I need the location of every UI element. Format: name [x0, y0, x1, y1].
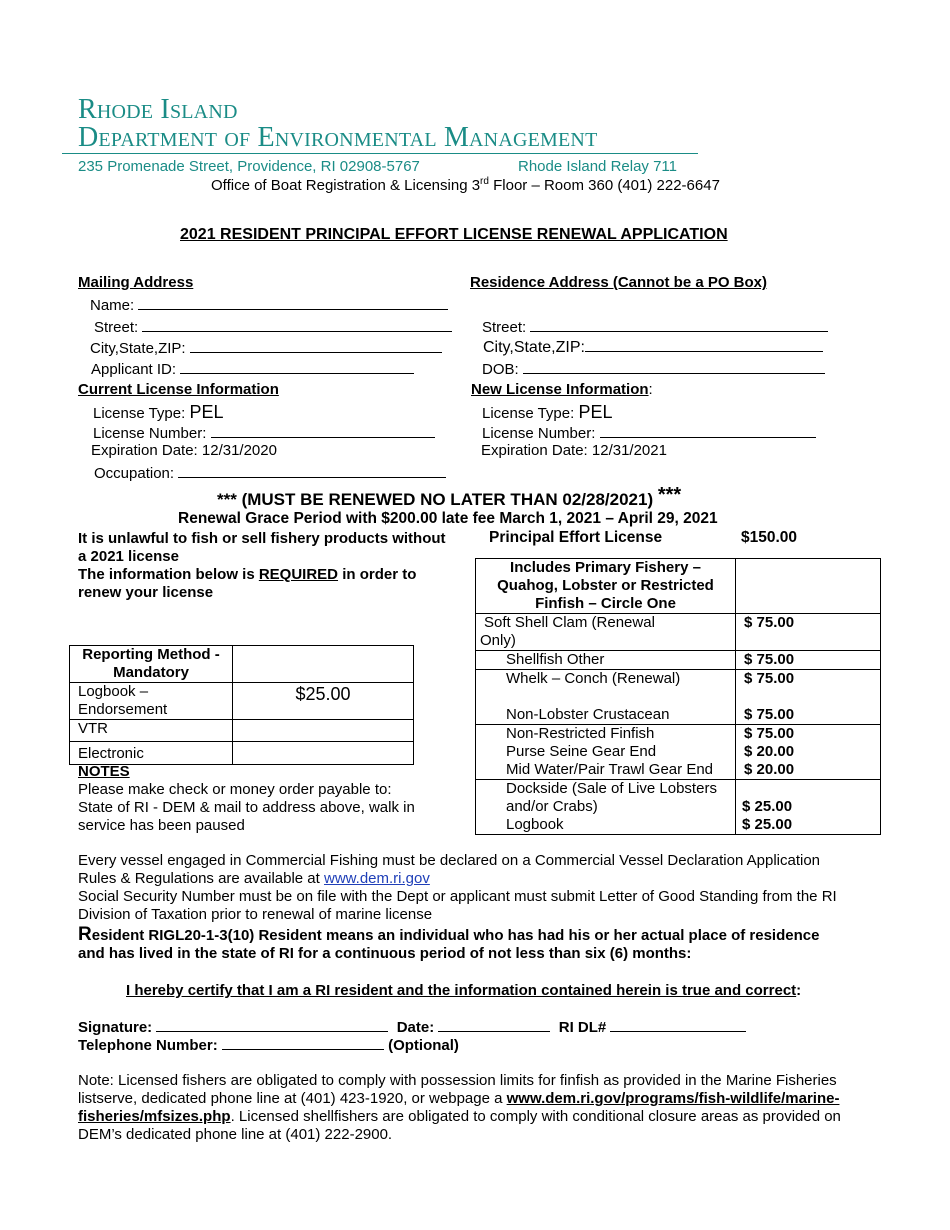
mailing-name-row: [90, 295, 448, 314]
current-license-heading: Current License Information: [78, 381, 279, 398]
office-text-sup: rd: [480, 176, 489, 187]
fee-price-whelk: [736, 670, 881, 725]
occupation-row: [94, 463, 446, 482]
csz-label: City,State,ZIP:: [90, 340, 186, 357]
reporting-value-electronic: [233, 742, 414, 765]
trawl-price: $ 20.00: [744, 761, 795, 778]
required-line: [78, 566, 416, 583]
deadline-text: (MUST BE RENEWED NO LATER THAN 02/28/2021): [236, 490, 658, 509]
new-type-label: License Type:: [482, 405, 575, 422]
pel-price: $150.00: [741, 529, 798, 546]
certification: [126, 982, 801, 999]
header-relay: Rhode Island Relay 711: [518, 158, 677, 175]
footer-line3-post: . Licensed shellfishers are obligated to comply with conditional closure areas as provided on: [230, 1108, 841, 1125]
mailing-heading: Mailing Address: [78, 274, 194, 291]
ssn-line1: Social Security Number must be on file with the Dept or applicant must submit Letter of Good Standing from the RI: [78, 888, 837, 905]
new-number-label: License Number:: [482, 425, 596, 442]
current-type-value: PEL: [189, 402, 224, 422]
current-number-field[interactable]: [211, 423, 435, 438]
mailing-csz-row: [90, 338, 442, 357]
fee-label-whelk: [476, 670, 736, 725]
fee-row-softshell[interactable]: [476, 614, 881, 651]
notes-line1: Please make check or money order payable to:: [78, 781, 392, 798]
notes-line2: State of RI - DEM & mail to address above, walk in: [78, 799, 415, 816]
fee-label-dockside: [476, 780, 736, 835]
dockside-line2: and/or Crabs): [506, 798, 598, 815]
resident-initial: R: [78, 924, 92, 945]
header-address: 235 Promenade Street, Providence, RI 02908-5767: [78, 158, 420, 175]
name-field[interactable]: [138, 295, 448, 310]
dockside-price: $ 25.00: [742, 798, 793, 815]
fish-wildlife-link-part2[interactable]: fisheries/mfsizes.php: [78, 1108, 231, 1125]
ssn-line2: Division of Taxation prior to renewal of marine license: [78, 906, 433, 923]
reporting-row-logbook[interactable]: [70, 683, 414, 720]
resident-definition-line2: and has lived in the state of RI for a continuous period of not less than six (6) months:: [78, 945, 692, 962]
residence-street-row: [482, 317, 828, 336]
fee-price-shellfish: $ 75.00: [736, 651, 881, 670]
reporting-value-logbook: $25.00: [233, 683, 414, 720]
ri-dl-label: RI DL#: [558, 1019, 607, 1036]
logbook-line: Logbook: [506, 816, 564, 833]
header-divider: [62, 153, 698, 154]
footer-line2-pre: listserve, dedicated phone line at (401) 423-1920, or webpage a: [78, 1090, 507, 1107]
applicant-id-label: Applicant ID:: [91, 361, 177, 378]
fee-row-shellfish[interactable]: [476, 651, 881, 670]
fee-label-softshell: [476, 614, 736, 651]
reporting-label-electronic: Electronic: [70, 742, 233, 765]
required-word: REQUIRED: [258, 566, 339, 583]
org-name-line1: Rhode Island: [78, 94, 238, 125]
grace-period: Renewal Grace Period with $200.00 late fee March 1, 2021 – April 29, 2021: [178, 510, 718, 527]
occupation-field[interactable]: [178, 463, 446, 478]
dob-row: [482, 359, 825, 378]
fee-label-finfish: [476, 725, 736, 780]
rules-line: [78, 870, 430, 887]
finfish-price: $ 75.00: [744, 725, 795, 742]
fee-row-whelk[interactable]: [476, 670, 881, 725]
deadline-stars-left: ***: [217, 490, 237, 509]
applicant-id-row: [91, 359, 414, 378]
residence-street-label: Street:: [482, 319, 527, 336]
signature-row: [78, 1017, 746, 1036]
signature-field[interactable]: [156, 1017, 388, 1032]
fee-label-shellfish: Shellfish Other: [476, 651, 736, 670]
certification-colon: :: [796, 982, 802, 999]
residence-heading: Residence Address (Cannot be a PO Box): [470, 274, 768, 291]
fee-price-dockside: [736, 780, 881, 835]
crustacean-line: Non-Lobster Crustacean: [506, 706, 670, 723]
dockside-line1: Dockside (Sale of Live Lobsters: [506, 780, 717, 797]
residence-csz-field[interactable]: [585, 337, 823, 352]
new-license-heading-row: [471, 381, 653, 398]
fee-header-row: [476, 559, 881, 614]
logbook-price: $ 25.00: [742, 816, 793, 833]
new-license-heading: New License Information: [471, 381, 649, 398]
telephone-label: Telephone Number:: [78, 1037, 218, 1054]
residence-csz-row: [483, 337, 823, 357]
current-type-row: [93, 402, 224, 423]
softshell-line1: Soft Shell Clam (Renewal: [484, 614, 655, 631]
dem-website-link[interactable]: www.dem.ri.gov: [323, 870, 430, 887]
current-number-label: License Number:: [93, 425, 207, 442]
header-office: [211, 176, 720, 194]
reporting-label-vtr: VTR: [70, 720, 233, 742]
mailing-csz-field[interactable]: [190, 338, 442, 353]
name-label: Name:: [90, 297, 135, 314]
fee-table: [475, 558, 881, 835]
reporting-header-cell: Reporting Method - Mandatory: [70, 646, 233, 683]
footer-line1: Note: Licensed fishers are obligated to comply with possession limits for finfish as provided in the Marine Fisheries: [78, 1072, 837, 1089]
residence-street-field[interactable]: [530, 317, 828, 332]
current-number-row: [93, 423, 435, 442]
form-title: 2021 RESIDENT PRINCIPAL EFFORT LICENSE RENEWAL APPLICATION: [180, 226, 728, 243]
warning-line2: a 2021 license: [78, 548, 179, 565]
reporting-header-empty: [233, 646, 414, 683]
office-text-pre: Office of Boat Registration & Licensing 3: [211, 177, 481, 194]
pel-label: Principal Effort License: [489, 529, 663, 546]
whelk-line: Whelk – Conch (Renewal): [506, 670, 681, 687]
dob-label: DOB:: [482, 361, 519, 378]
certification-text: I hereby certify that I am a RI resident and the information contained herein is true and correct: [126, 982, 797, 999]
fee-header-cell: Includes Primary Fishery – Quahog, Lobster or Restricted Finfish – Circle One: [476, 559, 736, 614]
deadline-stars-right: ***: [657, 484, 682, 506]
softshell-line2: Only): [480, 632, 516, 649]
new-number-row: [482, 423, 816, 442]
fee-price-softshell: [736, 614, 881, 651]
new-number-field[interactable]: [600, 423, 816, 438]
required-pre: The information below is: [78, 566, 259, 583]
required-post: in order to: [338, 566, 417, 583]
whelk-price: $ 75.00: [744, 670, 795, 687]
current-type-label: License Type:: [93, 405, 186, 422]
street-label: Street:: [94, 319, 139, 336]
purse-seine-line: Purse Seine Gear End: [506, 743, 657, 760]
trawl-line: Mid Water/Pair Trawl Gear End: [506, 761, 714, 778]
occupation-label: Occupation:: [94, 465, 175, 482]
fish-wildlife-link-part1[interactable]: www.dem.ri.gov/programs/fish-wildlife/marine-: [506, 1090, 840, 1107]
vessel-notice: Every vessel engaged in Commercial Fishing must be declared on a Commercial Vessel Declaration Application: [78, 852, 821, 869]
dob-field[interactable]: [523, 359, 825, 374]
new-license-heading-colon: :: [648, 381, 653, 398]
new-type-row: [482, 402, 613, 423]
notes-heading: NOTES: [78, 763, 130, 780]
warning-line1: It is unlawful to fish or sell fishery products without: [78, 530, 446, 547]
mailing-street-row: [94, 317, 452, 336]
applicant-id-field[interactable]: [180, 359, 414, 374]
mailing-street-field[interactable]: [142, 317, 452, 332]
renewal-deadline: [217, 484, 681, 510]
telephone-row: [78, 1035, 459, 1054]
fee-header-empty: [736, 559, 881, 614]
footer-line3: [78, 1108, 841, 1125]
rules-pre: Rules & Regulations are available at: [78, 870, 324, 887]
footer-line2: [78, 1090, 839, 1107]
softshell-price: $ 75.00: [744, 614, 795, 631]
optional-label: (Optional): [388, 1037, 459, 1054]
new-expiration: Expiration Date: 12/31/2021: [481, 442, 667, 459]
office-text-post: Floor – Room 360 (401) 222-6647: [488, 177, 720, 194]
resident-definition-line1: [78, 924, 819, 946]
new-type-value: PEL: [578, 402, 613, 422]
warning-line4: renew your license: [78, 584, 214, 601]
date-field[interactable]: [438, 1017, 550, 1032]
reporting-value-vtr: [233, 720, 414, 742]
fee-row-finfish[interactable]: [476, 725, 881, 780]
footer-line4: DEM’s dedicated phone line at (401) 222-2900.: [78, 1126, 393, 1143]
reporting-header-row: [70, 646, 414, 683]
date-label: Date:: [396, 1019, 435, 1036]
finfish-line: Non-Restricted Finfish: [506, 725, 655, 742]
notes-line3: service has been paused: [78, 817, 245, 834]
telephone-field[interactable]: [222, 1035, 384, 1050]
residence-csz-label: City,State,ZIP:: [483, 339, 585, 356]
fee-row-dockside[interactable]: [476, 780, 881, 835]
reporting-method-table: [69, 645, 414, 765]
reporting-row-electronic[interactable]: [70, 742, 414, 765]
reporting-label-logbook: Logbook – Endorsement: [70, 683, 233, 720]
reporting-row-vtr[interactable]: [70, 720, 414, 742]
ri-dl-field[interactable]: [610, 1017, 746, 1032]
purse-seine-price: $ 20.00: [744, 743, 795, 760]
signature-label: Signature:: [78, 1019, 153, 1036]
current-expiration: Expiration Date: 12/31/2020: [91, 442, 277, 459]
org-name-line2: Department of Environmental Management: [78, 122, 598, 153]
crustacean-price: $ 75.00: [744, 706, 795, 723]
resident-text1: esident RIGL20-1-3(10) Resident means an individual who has had his or her actual place of residence: [91, 927, 820, 944]
fee-price-finfish: [736, 725, 881, 780]
